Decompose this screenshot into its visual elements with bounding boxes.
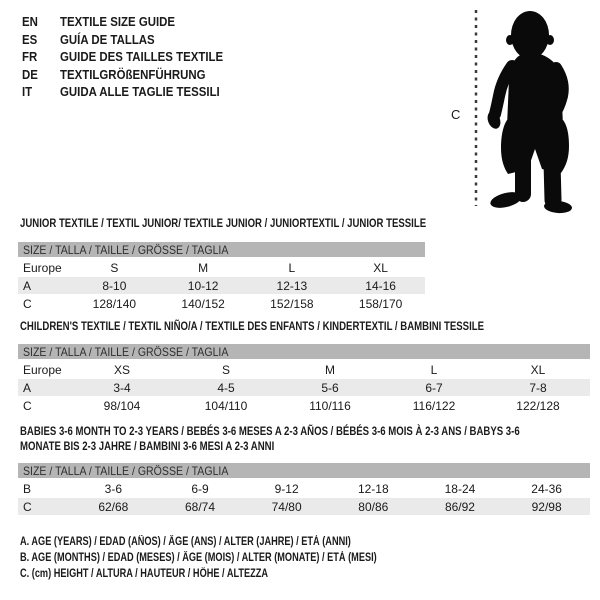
size-cell: 86/92: [444, 499, 475, 514]
size-cell: 12-13: [276, 278, 308, 293]
lang-label-de: TEXTILGRÖßENFÜHRUNG: [60, 66, 206, 82]
lang-row-en: [22, 13, 245, 31]
size-cell: 10-12: [187, 278, 219, 293]
lang-label-es: GUÍA DE TALLAS: [60, 31, 155, 47]
size-table-header: [18, 344, 590, 360]
lang-code-en: EN: [22, 14, 38, 30]
size-table-header-row: [18, 463, 590, 479]
size-cell: 80/86: [358, 499, 389, 514]
size-table-header: [18, 463, 590, 479]
children-section-title: [20, 319, 600, 334]
size-table-header-row: [18, 242, 425, 258]
table-row: [18, 360, 590, 379]
size-cell: 5-6: [321, 380, 339, 395]
row-label: B: [23, 481, 32, 496]
size-cell: XL: [373, 260, 388, 275]
lang-label-it: GUIDA ALLE TAGLIE TESSILI: [60, 84, 220, 100]
footnote-legend: [20, 536, 466, 584]
size-cell: 7-8: [529, 380, 547, 395]
size-cell: 62/68: [98, 499, 129, 514]
language-legend: [22, 13, 245, 101]
lang-row-fr: [22, 48, 245, 66]
size-cell: 74/80: [271, 499, 302, 514]
babies-section-title: BABIES 3-6 MONTH TO 2-3 YEARS / BEBÉS 3-6 MESES A 2-3 AÑOS / BÉBÉS 3-6 MOIS À 2-3 ANS / BABYS 3-6 MONATE BIS 2-3 JAHRE / BAMBINI 3-6 MESI A 2-3 ANNI: [20, 424, 520, 453]
footnote-a-text: A. AGE (YEARS) / EDAD (AÑOS) / ÂGE (ANS) / ALTER (JAHRE) / ETÀ (ANNI): [20, 536, 351, 548]
size-table-header-text: SIZE / TALLA / TAILLE / GRÖSSE / TAGLIA: [23, 344, 229, 359]
row-label: A: [23, 380, 32, 395]
size-cell: 4-5: [217, 380, 235, 395]
silhouette-ear-left: [506, 35, 514, 45]
lang-code-fr: FR: [22, 49, 38, 65]
size-cell: 98/104: [103, 398, 141, 413]
size-cell: 68/74: [184, 499, 215, 514]
size-cell: XL: [530, 362, 546, 377]
size-cell: 158/170: [358, 296, 403, 311]
silhouette-head: [511, 11, 549, 59]
size-cell: L: [430, 362, 438, 377]
height-measure-label: C: [451, 107, 461, 122]
table-row: [18, 379, 590, 397]
size-cell: 152/158: [270, 296, 314, 311]
table-row: [18, 397, 590, 415]
baby-silhouette: [485, 11, 572, 214]
footnote-b: [20, 552, 466, 568]
junior-section-title: [20, 216, 528, 231]
junior-size-table: [18, 242, 425, 312]
size-cell: 8-10: [102, 278, 127, 293]
size-cell: 9-12: [274, 481, 299, 496]
size-table-header: [18, 242, 425, 258]
size-cell: S: [110, 260, 119, 275]
table-row: [18, 479, 590, 498]
lang-label-fr: GUIDE DES TAILLES TEXTILE: [60, 49, 224, 65]
size-cell: M: [198, 260, 209, 275]
babies-size-table: [18, 463, 590, 515]
row-label: C: [23, 296, 32, 311]
footnote-a: [20, 536, 466, 552]
size-cell: 6-7: [425, 380, 443, 395]
size-cell: 116/122: [412, 398, 456, 413]
size-cell: 12-18: [357, 481, 389, 496]
silhouette-ear-right: [546, 35, 554, 45]
children-size-table: [18, 344, 590, 414]
table-row: [18, 498, 590, 516]
table-row: [18, 277, 425, 295]
lang-code-de: DE: [22, 66, 38, 82]
size-cell: 3-6: [104, 481, 122, 496]
size-cell: 110/116: [309, 398, 351, 413]
lang-code-it: IT: [22, 84, 33, 100]
size-cell: 14-16: [365, 278, 396, 293]
lang-label-en: TEXTILE SIZE GUIDE: [60, 14, 176, 30]
size-cell: 3-4: [113, 380, 131, 395]
table-row: [18, 258, 425, 277]
table-row: [18, 295, 425, 313]
junior-section-title-text: JUNIOR TEXTILE / TEXTIL JUNIOR/ TEXTILE JUNIOR / JUNIORTEXTIL / JUNIOR TESSILE: [20, 216, 427, 230]
size-cell: 92/98: [531, 499, 562, 514]
footnote-c: [20, 568, 466, 584]
size-cell: 104/110: [204, 398, 248, 413]
size-cell: 18-24: [444, 481, 476, 496]
baby-silhouette-figure: [440, 2, 600, 214]
row-label: Europe: [23, 362, 62, 377]
size-cell: 140/152: [181, 296, 225, 311]
size-cell: XS: [113, 362, 130, 377]
size-cell: M: [325, 362, 335, 377]
size-cell: 128/140: [92, 296, 137, 311]
lang-code-es: ES: [22, 31, 38, 47]
lang-row-it: [22, 83, 245, 101]
row-label: A: [23, 278, 32, 293]
silhouette-leg-right: [552, 162, 553, 200]
size-table-header-row: [18, 344, 590, 360]
size-cell: 24-36: [531, 481, 562, 496]
row-label: Europe: [23, 260, 62, 275]
size-cell: 122/128: [516, 398, 560, 413]
row-label: C: [23, 499, 32, 514]
lang-row-de: [22, 66, 245, 84]
size-table-header-text: SIZE / TALLA / TAILLE / GRÖSSE / TAGLIA: [23, 463, 229, 478]
size-cell: L: [288, 260, 296, 275]
footnote-c-text: C. (cm) HEIGHT / ALTURA / HAUTEUR / HÖHE / ALTEZZA: [20, 568, 269, 580]
lang-row-es: [22, 31, 245, 49]
footnote-b-text: B. AGE (MONTHS) / EDAD (MESES) / ÂGE (MOIS) / ALTER (MONATE) / ETÀ (MESI): [20, 552, 377, 564]
row-label: C: [23, 398, 32, 413]
size-table-header-text: SIZE / TALLA / TAILLE / GRÖSSE / TAGLIA: [23, 242, 229, 257]
size-cell: 6-9: [191, 481, 209, 496]
children-section-title-text: CHILDREN'S TEXTILE / TEXTIL NIÑO/A / TEXTILE DES ENFANTS / KINDERTEXTIL / BAMBINI TESSILE: [20, 319, 485, 333]
size-cell: S: [221, 362, 230, 377]
